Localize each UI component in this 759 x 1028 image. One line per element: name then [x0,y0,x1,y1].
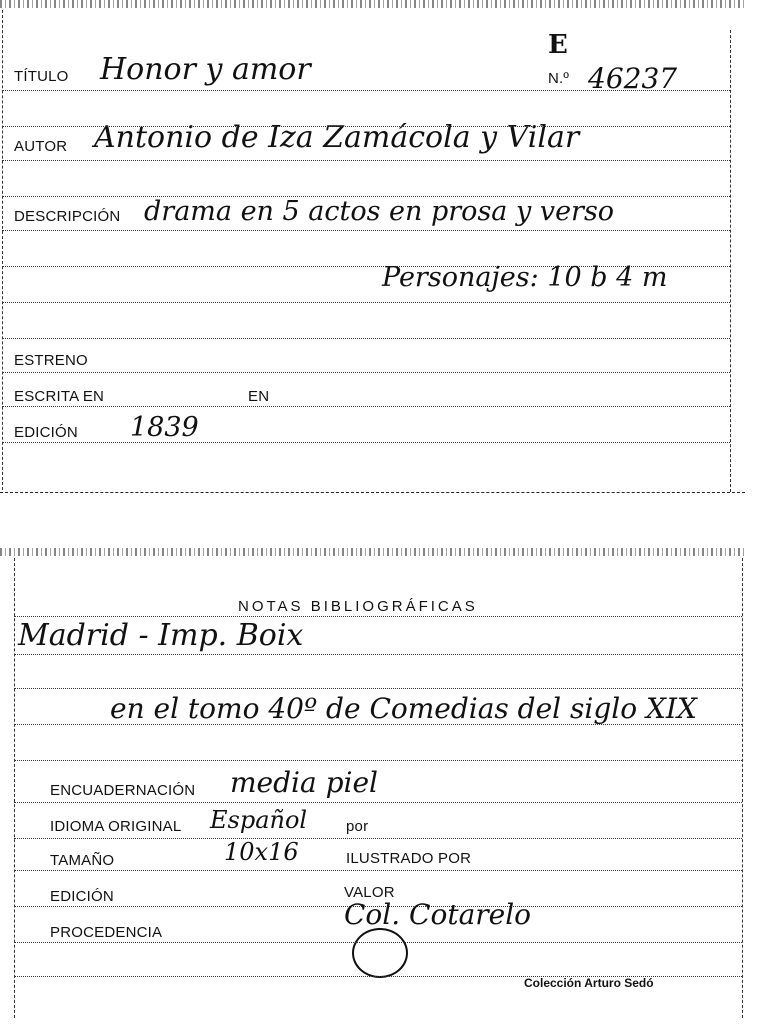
escrita-label: ESCRITA EN [14,388,105,405]
autor-label: AUTOR [14,138,68,155]
ilustrado-label: ILUSTRADO POR [346,850,472,867]
note-line-1: Madrid - Imp. Boix [18,618,304,653]
card-right-edge [742,558,743,1018]
card-left-edge [14,558,15,1018]
en-label: EN [248,388,270,405]
catalog-card-back [0,548,745,1020]
valor-label: VALOR [344,884,395,901]
idioma-label: IDIOMA ORIGINAL [50,818,182,835]
collection-credit: Colección Arturo Sedó [524,976,654,990]
catalog-card-front [0,0,745,493]
edicion-label-back: EDICIÓN [50,888,114,905]
numero-value: 46237 [588,62,678,95]
edicion-label: EDICIÓN [14,424,78,441]
notes-title: NOTAS BIBLIOGRÁFICAS [238,598,478,615]
note-line-2: en el tomo 40º de Comedias del siglo XIX [110,692,697,725]
numero-label: N.º [548,70,570,87]
por-label: por [346,818,369,835]
tamano-value: 10x16 [224,838,299,866]
titulo-value: Honor y amor [100,52,311,87]
descripcion-value: drama en 5 actos en prosa y verso [144,196,615,227]
card-left-edge [2,10,3,490]
procedencia-label: PROCEDENCIA [50,924,163,941]
encuadernacion-value: media piel [230,766,378,799]
torn-edge [0,0,745,8]
descripcion-label: DESCRIPCIÓN [14,208,121,225]
titulo-label: TÍTULO [14,68,69,85]
torn-edge [0,548,745,556]
procedencia-value: Col. Cotarelo [344,898,532,931]
idioma-value: Español [210,806,308,834]
estreno-label: ESTRENO [14,352,88,369]
ink-stamp-circle [352,928,408,978]
personajes-value: Personajes: 10 b 4 m [382,262,668,293]
autor-value: Antonio de Iza Zamácola y Vilar [94,120,580,155]
corner-mark: E [548,30,568,60]
edicion-value: 1839 [130,412,199,443]
encuadernacion-label: ENCUADERNACIÓN [50,782,196,799]
card-right-edge [730,30,731,492]
tamano-label: TAMAÑO [50,852,115,869]
